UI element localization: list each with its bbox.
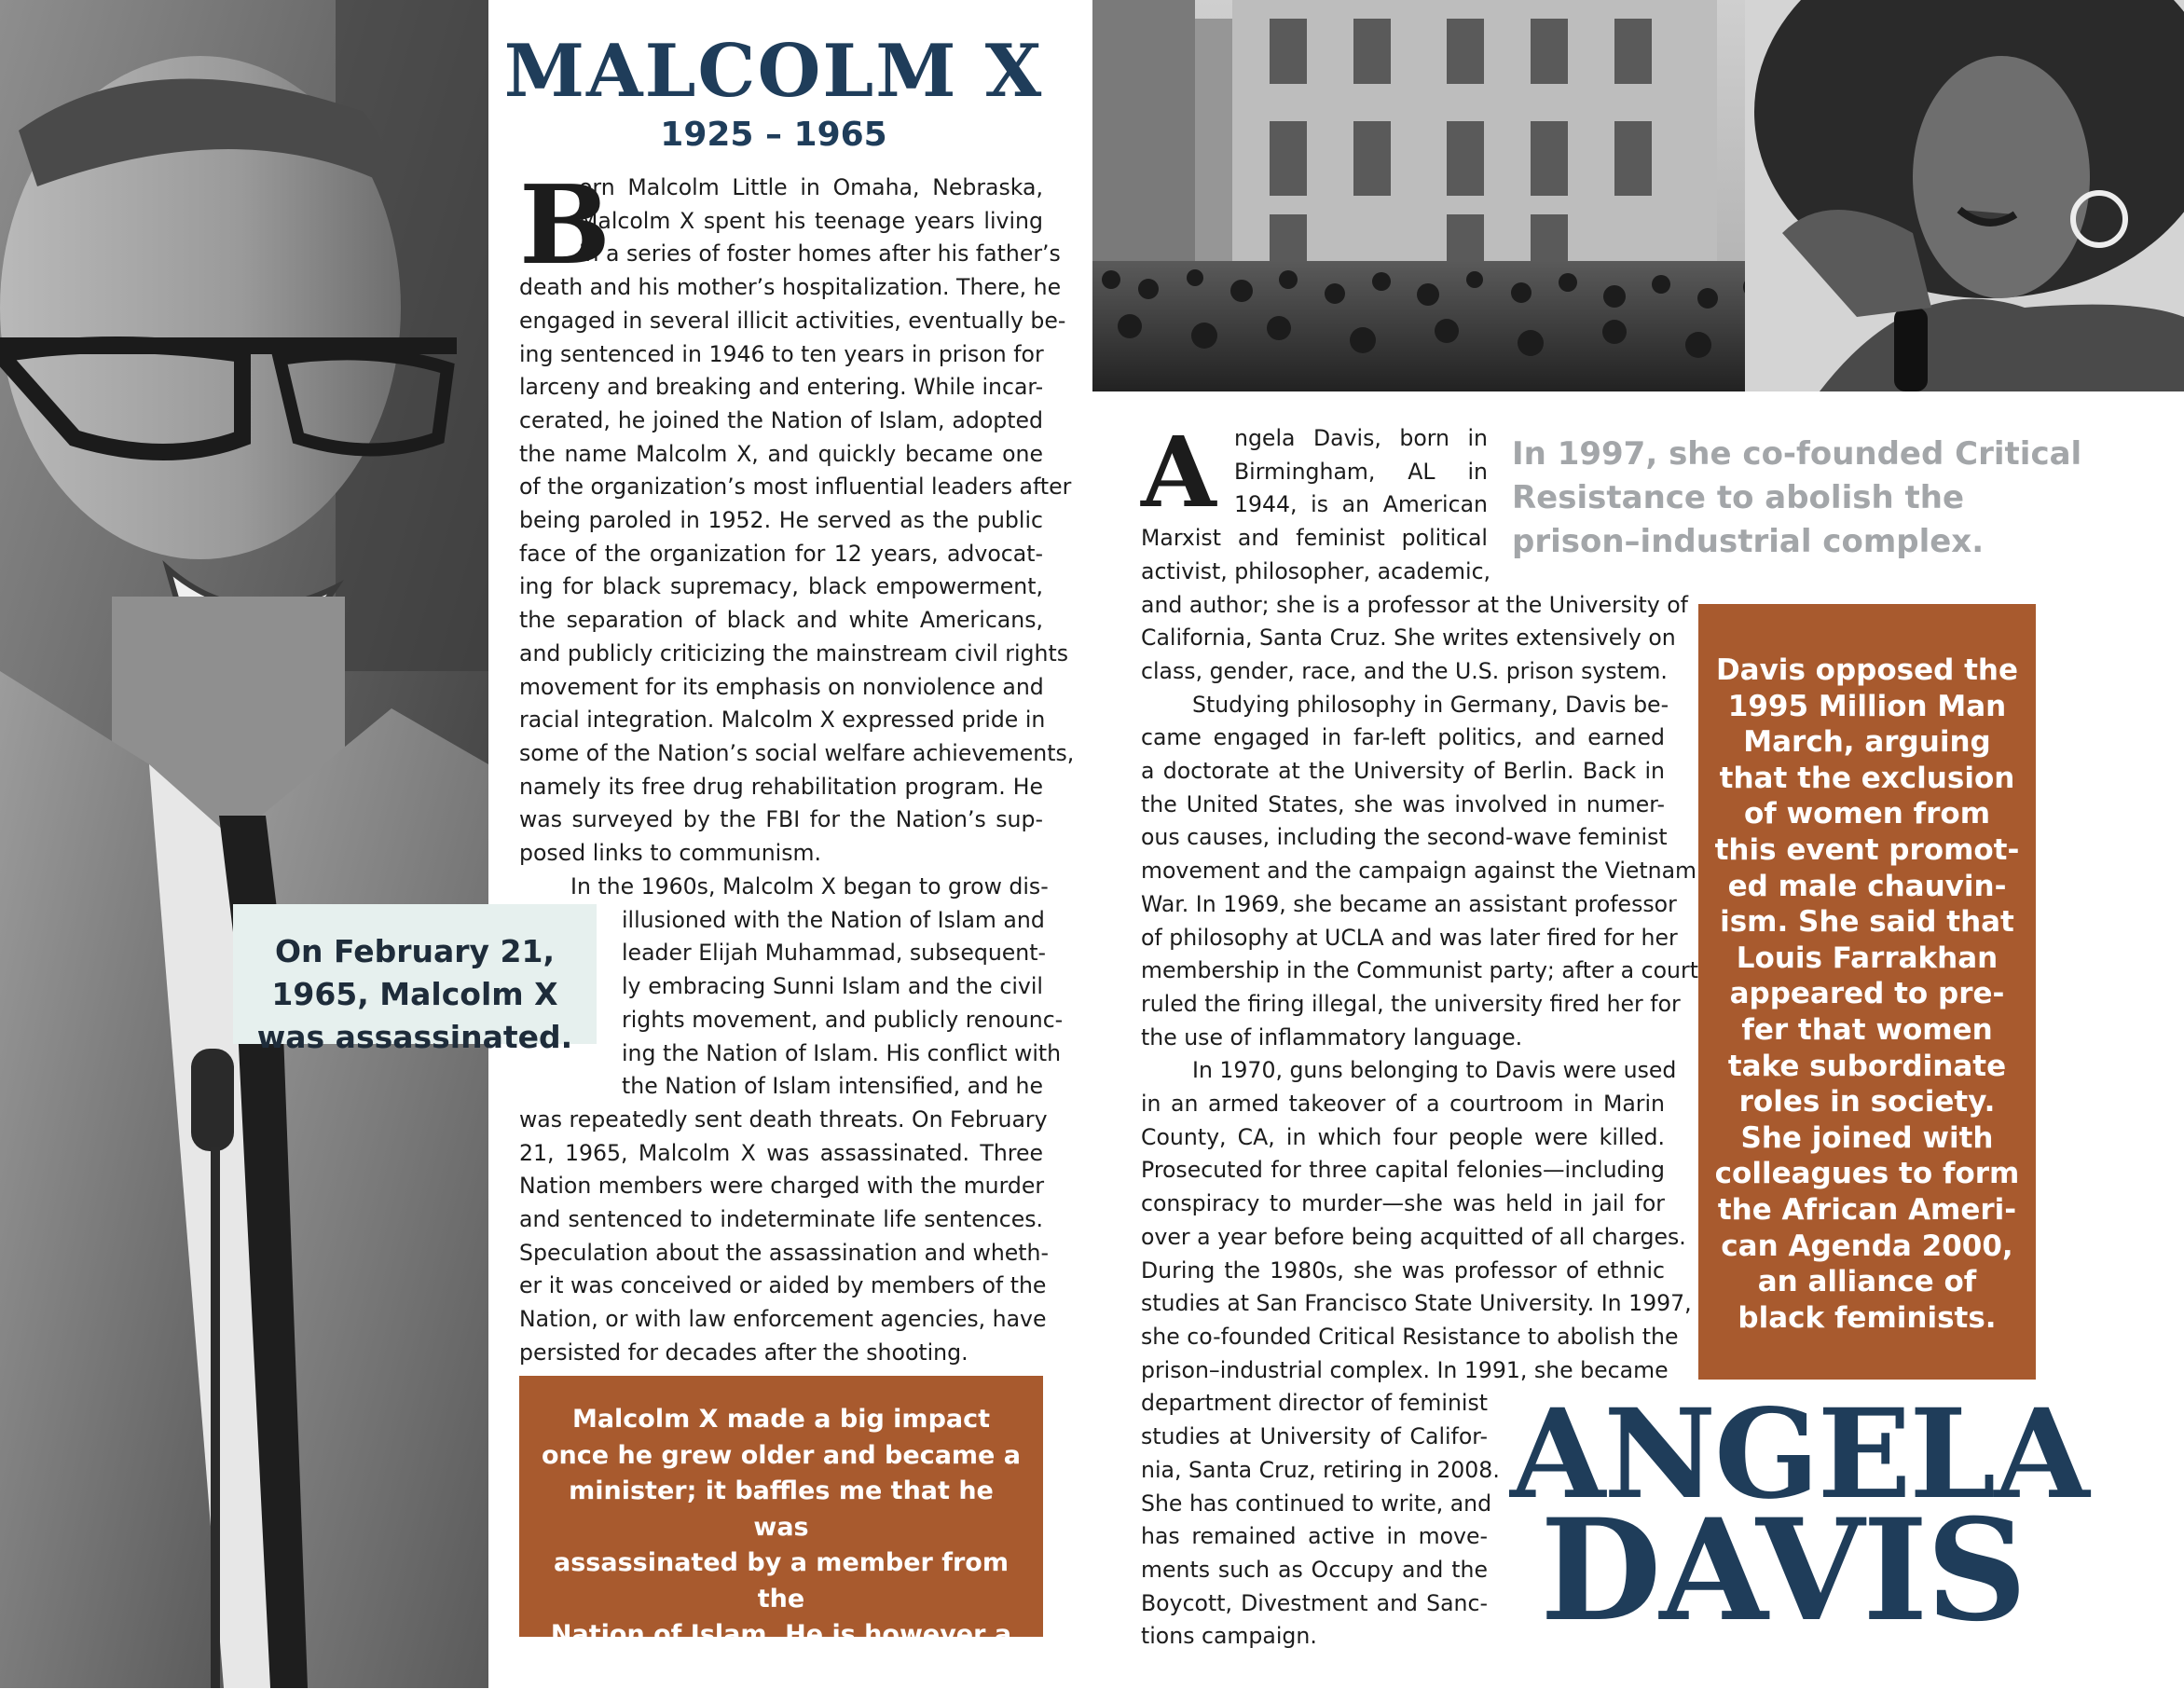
quote-line: was assassinated. [233, 1016, 597, 1059]
angela-davis-photo [1092, 0, 2184, 391]
note-line: ed male chauvin- [1698, 869, 2036, 905]
text-line: the use of inflammatory language. [1141, 1022, 1665, 1055]
malcolm-x-quote [233, 930, 597, 1059]
text-line: prison–industrial complex. In 1991, she became [1141, 1354, 1665, 1388]
note-line: can Agenda 2000, [1698, 1229, 2036, 1265]
text-line: ngela Davis, born in [1234, 422, 1488, 456]
text-line: and sentenced to indeterminate life sentences. [519, 1203, 1043, 1237]
text-line: In 1970, guns belonging to Davis were used [1192, 1054, 1665, 1088]
text-line: During the 1980s, she was professor of ethnic [1141, 1255, 1665, 1288]
text-line: conspiracy to murder—she was held in jail for [1141, 1188, 1665, 1221]
text-line: tions campaign. [1141, 1620, 1488, 1654]
text-line: larceny and breaking and entering. While incar- [519, 371, 1043, 405]
text-line: cerated, he joined the Nation of Islam, adopted [519, 405, 1043, 438]
text-line: department director of feminist [1141, 1387, 1488, 1421]
text-line: Birmingham, AL in [1234, 456, 1488, 489]
text-line: Speculation about the assassination and wheth- [519, 1237, 1043, 1270]
text-line: Malcolm X spent his teenage years living [579, 205, 1043, 239]
malcolm-x-years: 1925 – 1965 [494, 116, 1053, 154]
text-line: the United States, she was involved in numer- [1141, 789, 1665, 822]
pull-quote-line: In 1997, she co-founded Critical [1512, 433, 2146, 476]
text-line: Nation, or with law enforcement agencies, have [519, 1303, 1043, 1337]
text-line: the name Malcolm X, and quickly became one [519, 438, 1043, 472]
text-line: movement and the campaign against the Vietnam [1141, 855, 1665, 888]
text-line: Prosecuted for three capital felonies—including [1141, 1154, 1665, 1188]
malcolm-x-bio-paragraph-1 [519, 172, 1043, 871]
note-line: roles in society. [1698, 1084, 2036, 1120]
text-line: in a series of foster homes after his father’s [579, 238, 1043, 271]
text-line: came engaged in far-left politics, and earned [1141, 721, 1665, 755]
malcolm-x-drop-cap: B [519, 172, 611, 280]
note-line: Davis opposed the [1698, 652, 2036, 689]
text-line: the Nation of Islam intensified, and he [622, 1070, 1043, 1104]
text-line: of philosophy at UCLA and was later fired for her [1141, 922, 1665, 955]
text-line: membership in the Communist party; after a court [1141, 954, 1665, 988]
text-line: death and his mother’s hospitalization. There, he [519, 271, 1043, 305]
text-line: leader Elijah Muhammad, subsequent- [622, 937, 1043, 970]
text-line: some of the Nation’s social welfare achievements, [519, 737, 1043, 771]
text-line: she co-founded Critical Resistance to abolish the [1141, 1321, 1665, 1354]
text-line: of the organization’s most influential leaders after [519, 471, 1043, 504]
text-line: 1944, is an American [1234, 488, 1488, 522]
text-line: in an armed takeover of a courtroom in Marin [1141, 1088, 1665, 1121]
text-line: County, CA, in which four people were killed. [1141, 1121, 1665, 1155]
text-line: face of the organization for 12 years, advocat- [519, 538, 1043, 571]
note-line: of women from [1698, 796, 2036, 832]
text-line: namely its free drug rehabilitation program. He [519, 771, 1043, 804]
text-line: ly embracing Sunni Islam and the civil [622, 970, 1043, 1004]
text-line: orn Malcolm Little in Omaha, Nebraska, [579, 172, 1043, 205]
text-line: illusioned with the Nation of Islam and [622, 904, 1043, 938]
text-line: ing sentenced in 1946 to ten years in prison for [519, 338, 1043, 372]
angela-davis-title-last: DAVIS [1510, 1501, 2055, 1641]
text-line: movement for its emphasis on nonviolence and [519, 671, 1043, 705]
text-line: persisted for decades after the shooting. [519, 1337, 1043, 1370]
text-line: Studying philosophy in Germany, Davis be- [1192, 689, 1665, 722]
note-line: ism. She said that [1698, 904, 2036, 941]
text-line: Nation members were charged with the murder [519, 1170, 1043, 1203]
text-line: being paroled in 1952. He served as the public [519, 504, 1043, 538]
text-line: She has continued to write, and [1141, 1488, 1488, 1521]
text-line: Boycott, Divestment and Sanc- [1141, 1587, 1488, 1621]
text-line: ing the Nation of Islam. His conflict with [622, 1037, 1043, 1071]
text-line: posed links to communism. [519, 837, 1043, 871]
note-line: assassinated by a member from the [538, 1545, 1024, 1617]
text-line: the separation of black and white Americans, [519, 604, 1043, 638]
text-line: has remained active in move- [1141, 1520, 1488, 1554]
angela-davis-drop-cap: A [1141, 424, 1216, 521]
pull-quote-line: Resistance to abolish the [1512, 476, 2146, 520]
text-line: In the 1960s, Malcolm X began to grow dis- [570, 871, 1043, 904]
text-line: er it was conceived or aided by members of the [519, 1270, 1043, 1303]
note-line: minister; it baffles me that he was [538, 1474, 1024, 1545]
text-line: and publicly criticizing the mainstream civil rights [519, 638, 1043, 671]
malcolm-x-note [538, 1402, 1024, 1689]
note-line: Malcolm X made a big impact [538, 1402, 1024, 1438]
note-line: an alliance of [1698, 1264, 2036, 1300]
note-line: take subordinate [1698, 1049, 2036, 1085]
note-line: 1995 Million Man [1698, 689, 2036, 725]
pull-quote-line: prison–industrial complex. [1512, 520, 2146, 564]
quote-line: On February 21, [233, 930, 597, 973]
text-line: rights movement, and publicly renounc- [622, 1004, 1043, 1037]
note-line: once he grew older and became a [538, 1438, 1024, 1475]
angela-davis-title-first: ANGELA [1510, 1394, 2055, 1517]
note-line: the African Ameri- [1698, 1192, 2036, 1229]
text-line: ruled the firing illegal, the university fired her for [1141, 988, 1665, 1022]
text-line: California, Santa Cruz. She writes extensively on [1141, 622, 1665, 655]
note-line: Nation of Islam. He is however a [538, 1617, 1024, 1654]
text-line: nia, Santa Cruz, retiring in 2008. [1141, 1454, 1488, 1488]
text-line: racial integration. Malcolm X expressed pride in [519, 704, 1043, 737]
text-line: was repeatedly sent death threats. On February [519, 1104, 1043, 1137]
text-line: 21, 1965, Malcolm X was assassinated. Three [519, 1137, 1043, 1171]
note-line: black feminists. [1698, 1300, 2036, 1337]
note-line: March, arguing [1698, 724, 2036, 761]
text-line: War. In 1969, she became an assistant professor [1141, 888, 1665, 922]
angela-davis-note [1698, 652, 2036, 1336]
text-line: was surveyed by the FBI for the Nation’s sup- [519, 803, 1043, 837]
note-line: She joined with [1698, 1120, 2036, 1157]
text-line: ous causes, including the second-wave feminist [1141, 821, 1665, 855]
text-line: ing for black supremacy, black empowerment, [519, 570, 1043, 604]
note-line: appeared to pre- [1698, 976, 2036, 1012]
text-line: class, gender, race, and the U.S. prison system. [1141, 655, 1665, 689]
text-line: activist, philosopher, academic, [1141, 556, 1488, 589]
text-line: a doctorate at the University of Berlin. Back in [1141, 755, 1665, 789]
text-line: ments such as Occupy and the [1141, 1554, 1488, 1587]
quote-line: 1965, Malcolm X [233, 973, 597, 1016]
text-line: Marxist and feminist political [1141, 522, 1488, 556]
note-line: key element to our lives today. [538, 1654, 1024, 1689]
note-line: colleagues to form [1698, 1156, 2036, 1192]
text-line: and author; she is a professor at the University of [1141, 589, 1665, 623]
note-line: fer that women [1698, 1012, 2036, 1049]
malcolm-x-photo [0, 0, 488, 1688]
note-line: Louis Farrakhan [1698, 941, 2036, 977]
text-line: over a year before being acquitted of all charges. [1141, 1221, 1665, 1255]
text-line: engaged in several illicit activities, eventually be- [519, 305, 1043, 338]
angela-davis-pull-quote [1512, 433, 2146, 564]
malcolm-x-bio-paragraph-2 [519, 871, 1043, 1370]
text-line: studies at San Francisco State University. In 1997, [1141, 1287, 1665, 1321]
note-line: this event promot- [1698, 832, 2036, 869]
malcolm-x-title: MALCOLM X [494, 35, 1053, 108]
text-line: studies at University of Califor- [1141, 1421, 1488, 1454]
note-line: that the exclusion [1698, 761, 2036, 797]
